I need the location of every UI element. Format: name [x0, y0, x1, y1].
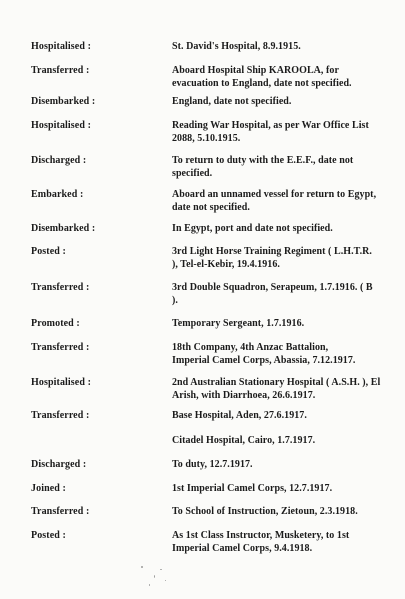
entry-value: 2nd Australian Stationary Hospital ( A.S.H. ), El Arish, with Diarrhoea, 26.6.1917.	[172, 377, 381, 401]
entry-value: St. David's Hospital, 8.9.1915.	[172, 41, 301, 52]
entry-value: Aboard an unnamed vessel for return to Egypt, date not specified.	[172, 189, 377, 213]
entry-value: Reading War Hospital, as per War Office List 2088, 5.10.1915.	[172, 120, 369, 144]
entry-value: 3rd Double Squadron, Serapeum, 1.7.1916. ( B ).	[172, 282, 373, 306]
entry-value: Temporary Sergeant, 1.7.1916.	[172, 318, 305, 329]
entry-value: 3rd Light Horse Training Regiment ( L.H.T.R. ), Tel-el-Kebir, 19.4.1916.	[172, 246, 372, 270]
entry-value: England, date not specified.	[172, 96, 292, 107]
entry-label: Disembarked :	[31, 96, 96, 107]
scan-speck	[149, 584, 150, 586]
entry-value: Base Hospital, Aden, 27.6.1917.	[172, 410, 307, 421]
entry-label: Disembarked :	[31, 223, 96, 234]
entry-label: Transferred :	[31, 506, 90, 517]
entry-label: Embarked :	[31, 189, 84, 200]
entry-label: Transferred :	[31, 342, 90, 353]
entry-value: To return to duty with the E.E.F., date not specified.	[172, 155, 354, 179]
entry-label: Transferred :	[31, 410, 90, 421]
entry-label: Discharged :	[31, 155, 87, 166]
scan-speck	[165, 580, 166, 581]
entry-value: 1st Imperial Camel Corps, 12.7.1917.	[172, 483, 333, 494]
entry-label: Hospitalised :	[31, 377, 92, 388]
entry-value: To duty, 12.7.1917.	[172, 459, 253, 470]
entry-value: As 1st Class Instructor, Musketery, to 1st Imperial Camel Corps, 9.4.1918.	[172, 530, 350, 554]
scan-speck	[141, 566, 143, 568]
entry-label: Transferred :	[31, 65, 90, 76]
scan-speck	[154, 575, 155, 578]
entry-value: In Egypt, port and date not specified.	[172, 223, 333, 234]
entry-value: Aboard Hospital Ship KAROOLA, for evacuation to England, date not specified.	[172, 65, 352, 89]
entry-label: Transferred :	[31, 282, 90, 293]
entry-label: Hospitalised :	[31, 120, 92, 131]
entry-label: Posted :	[31, 246, 66, 257]
scan-speck	[160, 569, 162, 570]
entry-label: Discharged :	[31, 459, 87, 470]
entry-value: 18th Company, 4th Anzac Battalion, Imperial Camel Corps, Abassia, 7.12.1917.	[172, 342, 356, 366]
entry-label: Promoted :	[31, 318, 80, 329]
entry-value: Citadel Hospital, Cairo, 1.7.1917.	[172, 435, 316, 446]
entry-label: Posted :	[31, 530, 66, 541]
entry-label: Joined :	[31, 483, 66, 494]
entry-value: To School of Instruction, Zietoun, 2.3.1918.	[172, 506, 358, 517]
entry-label: Hospitalised :	[31, 41, 92, 52]
